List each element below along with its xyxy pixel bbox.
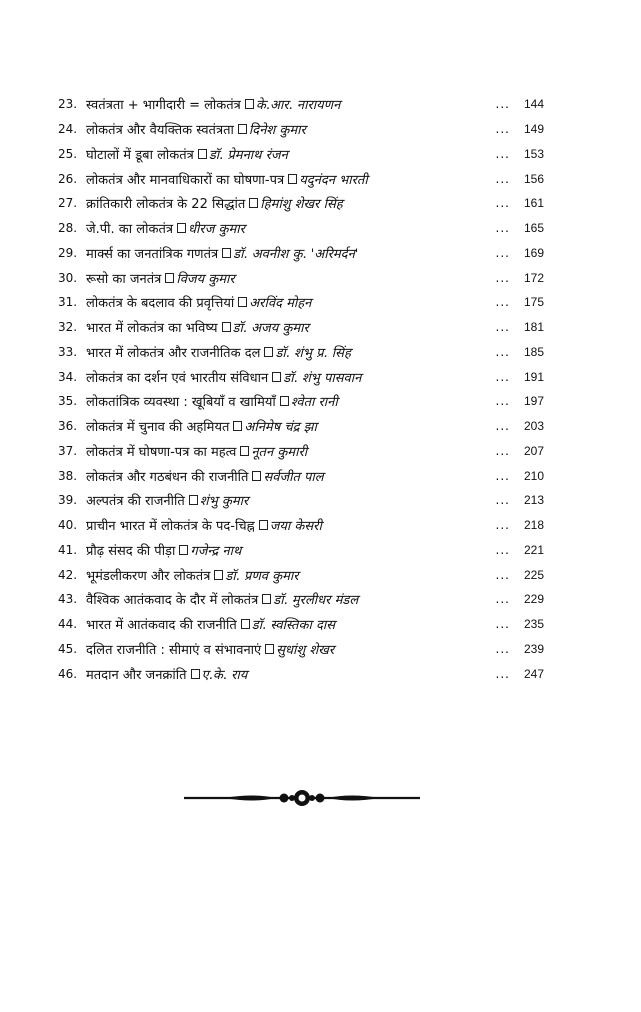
dot-leader: ... <box>495 419 510 434</box>
toc-entry <box>58 463 544 488</box>
box-icon <box>264 347 273 357</box>
entry-author: श्वेता रानी <box>290 395 338 411</box>
box-icon <box>191 669 200 679</box>
page-ref <box>493 340 544 365</box>
toc-entry <box>58 661 544 686</box>
dot-leader: ... <box>495 171 510 186</box>
entry-author: सर्वजीत पाल <box>263 469 324 485</box>
entry-author: डॉ. प्रेमनाथ रंजन <box>208 147 288 163</box>
dot-leader: ... <box>495 493 510 508</box>
entry-title: लोकतंत्र और गठबंधन की राजनीति <box>86 469 249 485</box>
entry-author: डॉ. अवनीश कु. 'अरिमर्दन' <box>233 246 359 262</box>
entry-title: घोटालों में डूबा लोकतंत्र <box>86 147 194 163</box>
page-ref <box>493 117 544 142</box>
entry-title: वैश्विक आतंकवाद के दौर में लोकतंत्र <box>86 593 259 609</box>
dot-leader: ... <box>495 617 510 632</box>
toc-entry <box>58 92 544 117</box>
entry-title: लोकतंत्र के बदलाव की प्रवृत्तियां <box>86 296 235 312</box>
page-number: 207 <box>523 443 544 458</box>
page-number: 229 <box>523 592 544 607</box>
toc-entry <box>58 538 544 563</box>
toc-entry <box>58 513 544 538</box>
entry-author: हिमांशु शेखर सिंह <box>260 197 343 213</box>
entry-author: अनिमेष चंद्र झा <box>244 420 317 436</box>
entry-author: गजेन्द्र नाथ <box>190 543 242 559</box>
box-icon <box>245 99 254 109</box>
dot-leader: ... <box>495 641 510 656</box>
dot-leader: ... <box>495 394 510 409</box>
toc-entry <box>58 315 544 340</box>
entry-title: लोकतंत्र में घोषणा-पत्र का महत्व <box>86 444 237 460</box>
entry-title: लोकतंत्र और वैयक्तिक स्वतंत्रता <box>86 123 234 139</box>
entry-title: भूमंडलीकरण और लोकतंत्र <box>86 568 211 584</box>
toc-entry <box>58 562 544 587</box>
page-ref <box>493 513 544 538</box>
dot-leader: ... <box>495 320 510 335</box>
page-number: 153 <box>523 146 544 161</box>
entry-title: भारत में लोकतंत्र और राजनीतिक दल <box>86 345 261 361</box>
entry-author: सुधांशु शेखर <box>276 642 335 658</box>
box-icon <box>233 421 242 431</box>
toc-entry <box>58 439 544 464</box>
toc-entry <box>58 389 544 414</box>
dot-leader: ... <box>495 666 510 681</box>
entry-title: लोकतांत्रिक व्यवस्था : खूबियाँ व खामियाँ <box>86 395 276 411</box>
toc-entry <box>58 637 544 662</box>
page-ref <box>493 290 544 315</box>
entry-author: ए.के. राय <box>201 667 248 683</box>
page-number: 169 <box>523 245 544 260</box>
entry-title: लोकतंत्र का दर्शन एवं भारतीय संविधान <box>86 370 269 386</box>
box-icon <box>262 594 271 604</box>
page-ref <box>493 241 544 266</box>
toc-entry <box>58 612 544 637</box>
page-ref <box>493 389 544 414</box>
box-icon <box>198 149 207 159</box>
entry-title: लोकतंत्र और मानवाधिकारों का घोषणा-पत्र <box>86 172 285 188</box>
box-icon <box>222 248 231 258</box>
box-icon <box>249 198 258 208</box>
entry-number: 39. <box>58 493 78 508</box>
table-of-contents <box>58 92 544 686</box>
page-number: 161 <box>523 196 544 211</box>
box-icon <box>241 619 250 629</box>
page-number: 213 <box>523 493 544 508</box>
entry-author: अरविंद मोहन <box>249 296 312 312</box>
page-ref <box>493 142 544 167</box>
entry-title: प्रौढ़ संसद की पीड़ा <box>86 543 176 559</box>
box-icon <box>280 396 289 406</box>
entry-title: मार्क्स का जनतांत्रिक गणतंत्र <box>86 246 219 262</box>
entry-title: भारत में आतंकवाद की राजनीति <box>86 618 237 634</box>
entry-author: दिनेश कुमार <box>248 123 306 139</box>
page-ref <box>493 661 544 686</box>
box-icon <box>238 124 247 134</box>
box-icon <box>165 273 174 283</box>
toc-entry <box>58 587 544 612</box>
entry-author: के.आर. नारायणन <box>255 98 341 114</box>
toc-entry <box>58 364 544 389</box>
page-number: 235 <box>523 617 544 632</box>
entry-author: डॉ. स्वस्तिका दास <box>251 618 336 634</box>
entry-title: स्वतंत्रता + भागीदारी = लोकतंत्र <box>86 98 241 114</box>
box-icon <box>177 223 186 233</box>
dot-leader: ... <box>495 567 510 582</box>
box-icon <box>179 545 188 555</box>
entry-author: नूतन कुमारी <box>251 444 308 460</box>
box-icon <box>238 297 247 307</box>
dot-leader: ... <box>495 295 510 310</box>
entry-number: 33. <box>58 344 78 359</box>
entry-number: 25. <box>58 146 78 161</box>
toc-entry <box>58 488 544 513</box>
page-number: 218 <box>523 518 544 533</box>
entry-author: डॉ. शंभु प्र. सिंह <box>275 345 351 361</box>
page-number: 225 <box>523 567 544 582</box>
dot-leader: ... <box>495 122 510 137</box>
entry-title: प्राचीन भारत में लोकतंत्र के पद-चिह्न <box>86 519 255 535</box>
toc-entry <box>58 241 544 266</box>
entry-author: डॉ. मुरलीधर मंडल <box>273 593 359 609</box>
page-ref <box>493 463 544 488</box>
page-number: 221 <box>523 542 544 557</box>
page-ref <box>493 364 544 389</box>
dot-leader: ... <box>495 97 510 112</box>
entry-title: अल्पतंत्र की राजनीति <box>86 494 185 510</box>
page-number: 172 <box>523 270 544 285</box>
entry-number: 35. <box>58 394 78 409</box>
entry-number: 29. <box>58 245 78 260</box>
page-ref <box>493 92 544 117</box>
entry-number: 36. <box>58 419 78 434</box>
page-number: 239 <box>523 641 544 656</box>
dot-leader: ... <box>495 146 510 161</box>
entry-author: विजय कुमार <box>176 271 235 287</box>
entry-author: डॉ. प्रणव कुमार <box>225 568 299 584</box>
box-icon <box>240 446 249 456</box>
page-ref <box>493 216 544 241</box>
entry-number: 46. <box>58 666 78 681</box>
page-ref <box>493 439 544 464</box>
page-ref <box>493 637 544 662</box>
dot-leader: ... <box>495 369 510 384</box>
entry-number: 30. <box>58 270 78 285</box>
entry-number: 34. <box>58 369 78 384</box>
entry-number: 24. <box>58 122 78 137</box>
page-ref <box>493 414 544 439</box>
dot-leader: ... <box>495 542 510 557</box>
page-number: 144 <box>523 97 544 112</box>
entry-number: 43. <box>58 592 78 607</box>
entry-title: जे.पी. का लोकतंत्र <box>86 222 174 238</box>
entry-title: भारत में लोकतंत्र का भविष्य <box>86 321 218 337</box>
page-number: 181 <box>523 320 544 335</box>
page-number: 203 <box>523 419 544 434</box>
page-ref <box>493 265 544 290</box>
toc-entry <box>58 142 544 167</box>
entry-author: डॉ. शंभु पासवान <box>283 370 362 386</box>
entry-author: डॉ. अजय कुमार <box>232 321 309 337</box>
entry-number: 32. <box>58 320 78 335</box>
page-ref <box>493 562 544 587</box>
page-ref <box>493 612 544 637</box>
entry-number: 28. <box>58 221 78 236</box>
entry-author: यदुनंदन भारती <box>299 172 368 188</box>
dot-leader: ... <box>495 443 510 458</box>
page-ref <box>493 191 544 216</box>
dot-leader: ... <box>495 196 510 211</box>
dot-leader: ... <box>495 468 510 483</box>
entry-number: 38. <box>58 468 78 483</box>
page-ref <box>493 315 544 340</box>
entry-number: 42. <box>58 567 78 582</box>
toc-entry <box>58 216 544 241</box>
page-ref <box>493 166 544 191</box>
page-number: 210 <box>523 468 544 483</box>
entry-title: रूसो का जनतंत्र <box>86 271 162 287</box>
entry-title: क्रांतिकारी लोकतंत्र के 22 सिद्धांत <box>86 197 246 213</box>
entry-number: 26. <box>58 171 78 186</box>
box-icon <box>272 372 281 382</box>
toc-entry <box>58 290 544 315</box>
entry-title: दलित राजनीति : सीमाएं व संभावनाएं <box>86 642 262 658</box>
page-number: 185 <box>523 344 544 359</box>
page-ref <box>493 587 544 612</box>
entry-number: 41. <box>58 542 78 557</box>
entry-number: 27. <box>58 196 78 211</box>
decorative-divider-icon <box>184 786 420 810</box>
box-icon <box>265 644 274 654</box>
toc-entry <box>58 191 544 216</box>
toc-entry <box>58 166 544 191</box>
page-number: 175 <box>523 295 544 310</box>
box-icon <box>288 174 297 184</box>
toc-entry <box>58 414 544 439</box>
entry-number: 31. <box>58 295 78 310</box>
entry-number: 40. <box>58 518 78 533</box>
entry-number: 37. <box>58 443 78 458</box>
entry-number: 45. <box>58 641 78 656</box>
entry-title: मतदान और जनक्रांति <box>86 667 187 683</box>
entry-author: धीरज कुमार <box>188 222 245 238</box>
page-number: 165 <box>523 221 544 236</box>
dot-leader: ... <box>495 592 510 607</box>
box-icon <box>252 471 261 481</box>
page-ref <box>493 538 544 563</box>
toc-entry <box>58 265 544 290</box>
page-number: 149 <box>523 122 544 137</box>
entry-author: शंभु कुमार <box>199 494 249 510</box>
box-icon <box>214 570 223 580</box>
entry-number: 44. <box>58 617 78 632</box>
page-number: 247 <box>523 666 544 681</box>
box-icon <box>222 322 231 332</box>
dot-leader: ... <box>495 221 510 236</box>
page-number: 191 <box>523 369 544 384</box>
box-icon <box>189 495 198 505</box>
entry-title: लोकतंत्र में चुनाव की अहमियत <box>86 420 230 436</box>
box-icon <box>259 520 268 530</box>
entry-number: 23. <box>58 97 78 112</box>
entry-author: जया केसरी <box>269 519 322 535</box>
dot-leader: ... <box>495 344 510 359</box>
dot-leader: ... <box>495 270 510 285</box>
page-number: 156 <box>523 171 544 186</box>
dot-leader: ... <box>495 245 510 260</box>
page-ref <box>493 488 544 513</box>
toc-entry <box>58 117 544 142</box>
page-number: 197 <box>523 394 544 409</box>
dot-leader: ... <box>495 518 510 533</box>
toc-entry <box>58 340 544 365</box>
